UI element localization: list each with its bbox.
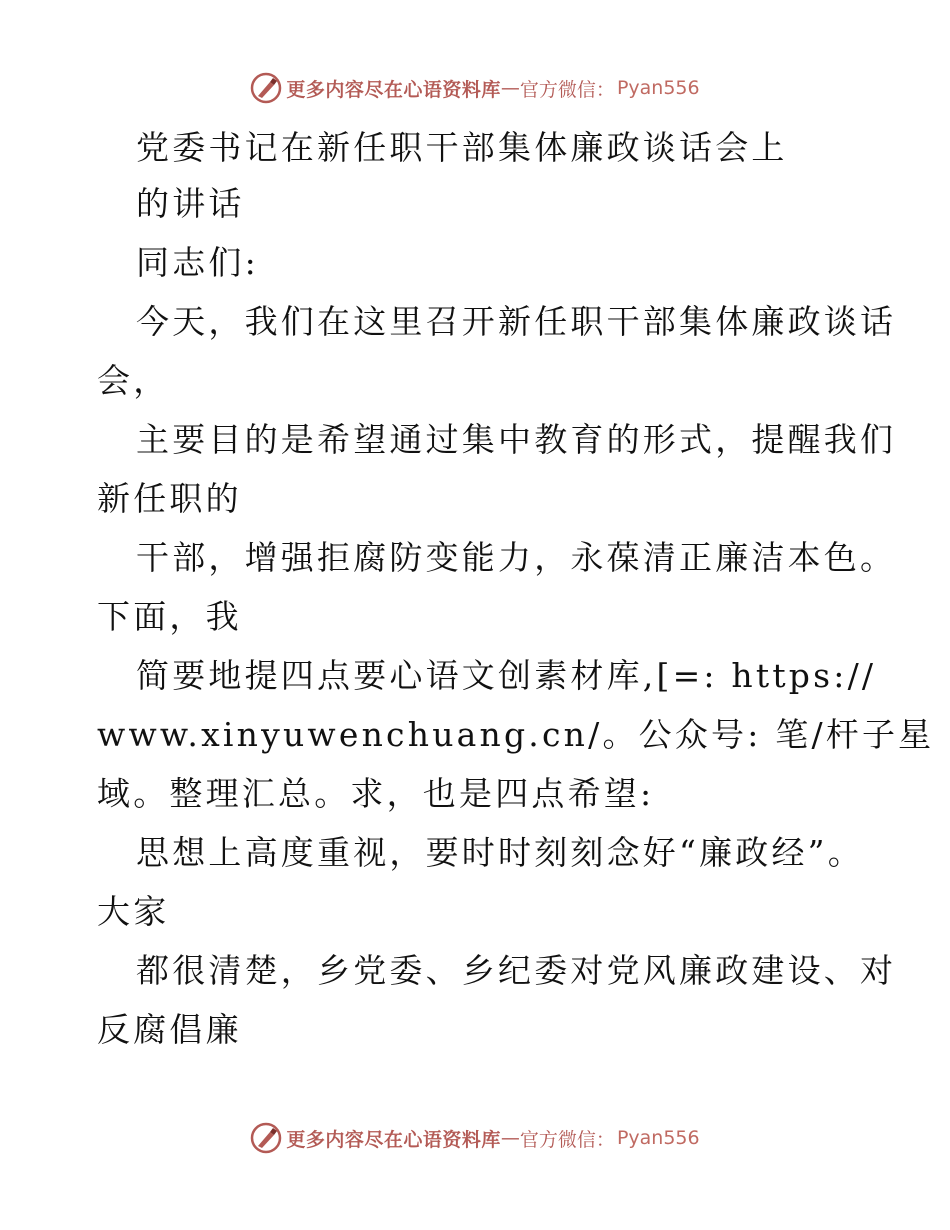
title-line-1: 党委书记在新任职干部集体廉政谈话会上 [136,128,788,167]
header-dash: — [500,77,520,99]
paragraph-line: 反腐倡廉 [97,1010,242,1049]
paragraph-line: 简要地提四点要心语文创素材库,[=: https:// [136,656,877,695]
footer-wechat-label: 官方微信： [519,1128,615,1151]
salutation: 同志们: [136,243,259,282]
pen-logo-icon [250,1122,282,1154]
paragraph-line: 新任职的 [97,479,242,518]
paragraph-line: 今天，我们在这里召开新任职干部集体廉政谈话 [136,302,897,341]
pen-logo-icon [250,72,282,104]
paragraph-line: 域。整理汇总。求，也是四点希望: [97,774,655,813]
footer-wechat-id: Pyan556 [616,1127,700,1149]
header-brand: 更多内容尽在心语资料库 [286,78,501,101]
footer-dash: — [500,1127,520,1149]
page-header [0,72,950,104]
paragraph-line: 主要目的是希望通过集中教育的形式，提醒我们 [136,420,897,459]
page-footer [0,1122,950,1154]
title-line-2: 的讲话 [136,184,245,223]
header-wechat-id: Pyan556 [616,77,700,99]
header-wechat-label: 官方微信： [519,78,615,101]
paragraph-line: 都很清楚，乡党委、乡纪委对党风廉政建设、对 [136,951,897,990]
paragraph-line: www.xinyuwenchuang.cn/。公众号: 笔/杆子星 [97,715,935,754]
paragraph-line: 干部，增强拒腐防变能力，永葆清正廉洁本色。 [136,538,897,577]
paragraph-line: 思想上高度重视，要时时刻刻念好“廉政经”。 [136,833,864,872]
footer-brand: 更多内容尽在心语资料库 [286,1128,501,1151]
paragraph-line: 下面，我 [97,597,242,636]
paragraph-line: 大家 [97,892,170,931]
paragraph-line: 会， [97,361,170,400]
